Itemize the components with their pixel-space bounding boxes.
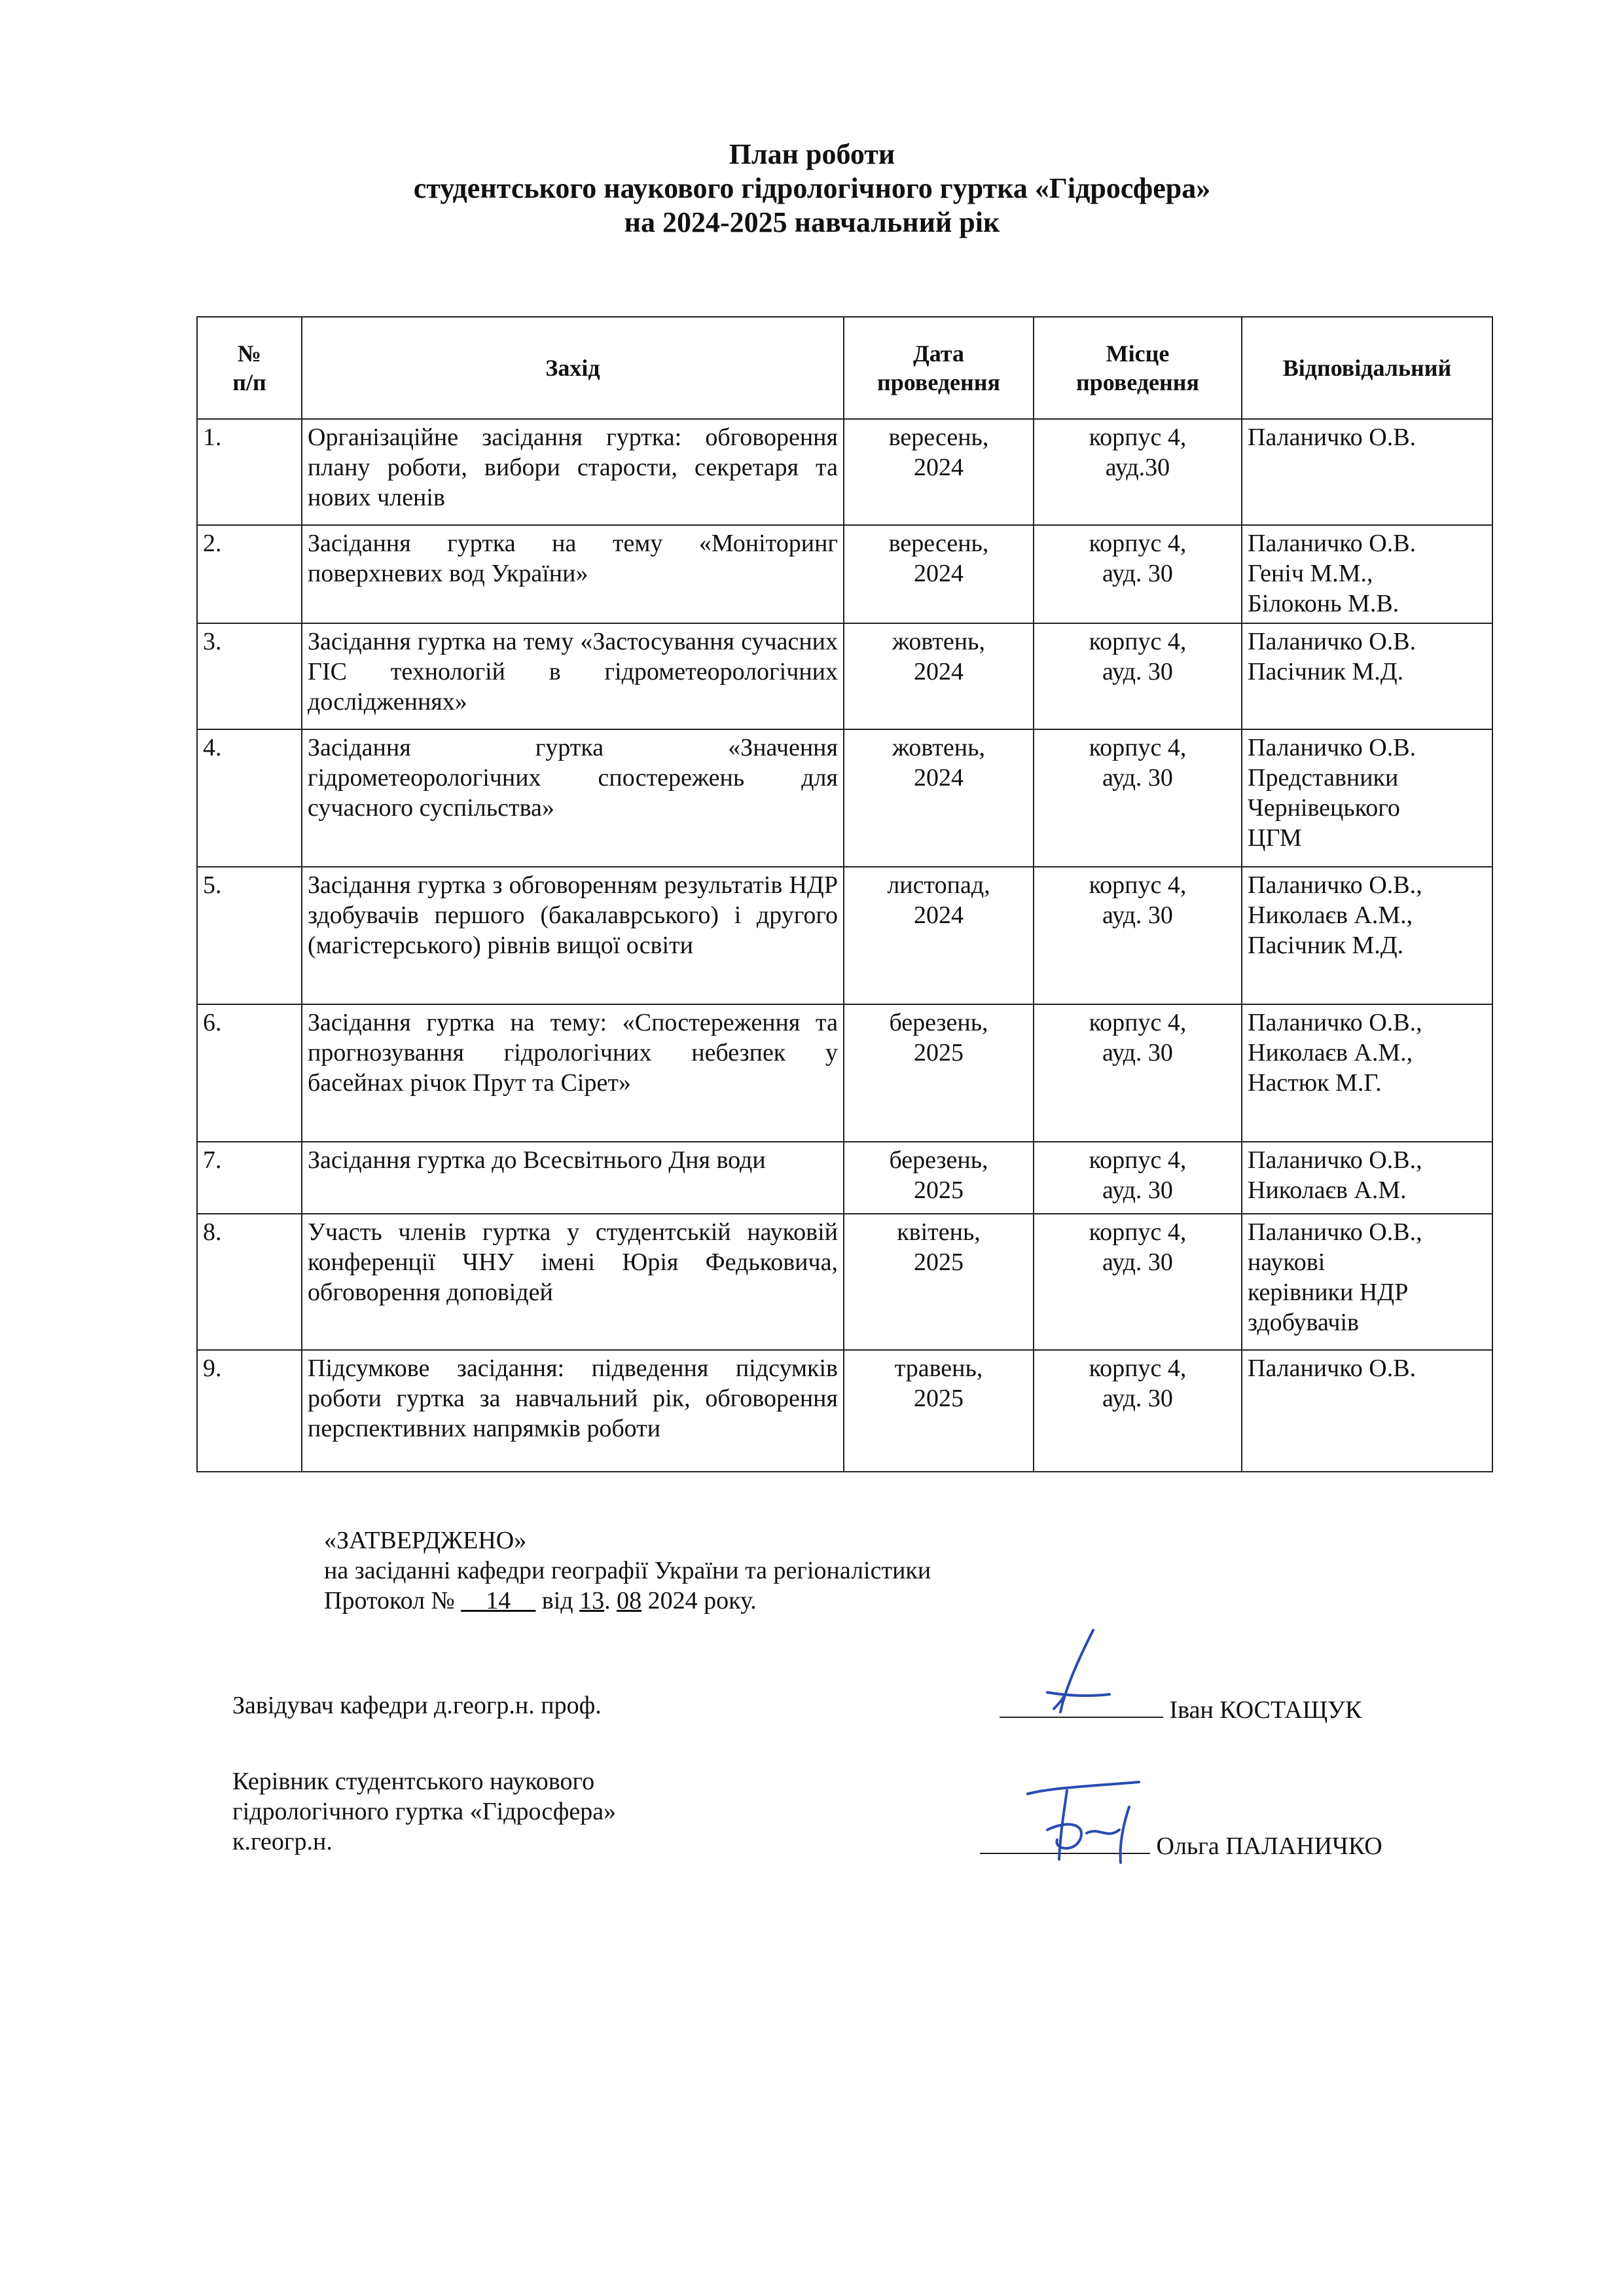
table-row xyxy=(197,419,1492,525)
row-number: 4. xyxy=(197,729,302,867)
row-date: травень, 2025 xyxy=(844,1350,1034,1472)
responsible-person: Паланичко О.В., xyxy=(1248,871,1422,899)
responsible-person: Паланичко О.В. xyxy=(1248,530,1416,557)
approval-body: на засіданні кафедри географії України та регіоналістики xyxy=(324,1557,931,1584)
leader-name: Ольга ПАЛАНИЧКО xyxy=(1156,1832,1382,1860)
row-number: 9. xyxy=(197,1350,302,1472)
responsible-person: Геніч М.М., xyxy=(1248,560,1373,587)
row-date: березень, 2025 xyxy=(844,1142,1034,1214)
row-place: корпус 4, ауд. 30 xyxy=(1034,1142,1242,1214)
responsible-person: Представники xyxy=(1248,764,1399,792)
table-row xyxy=(197,1142,1492,1214)
row-event: Засідання гуртка на тему: «Спостереження та прогнозування гідрологічних небезпек у басейнах річок Прут та Сірет» xyxy=(302,1004,844,1142)
row-number: 6. xyxy=(197,1004,302,1142)
responsible-person: Білоконь М.В. xyxy=(1248,590,1399,617)
responsible-person: Паланичко О.В. xyxy=(1248,628,1416,655)
row-place: корпус 4, ауд. 30 xyxy=(1034,1350,1242,1472)
row-date: листопад, 2024 xyxy=(844,867,1034,1004)
row-responsible xyxy=(1242,1214,1492,1350)
row-number: 1. xyxy=(197,419,302,525)
row-date: березень, 2025 xyxy=(844,1004,1034,1142)
responsible-person: ЦГМ xyxy=(1248,824,1302,852)
table-header-row xyxy=(197,317,1492,419)
row-responsible xyxy=(1242,729,1492,867)
row-place: корпус 4, ауд. 30 xyxy=(1034,1004,1242,1142)
table-row xyxy=(197,729,1492,867)
document-title xyxy=(0,137,1624,240)
approval-block xyxy=(324,1525,931,1616)
row-date: жовтень, 2024 xyxy=(844,729,1034,867)
row-number: 7. xyxy=(197,1142,302,1214)
table-row xyxy=(197,623,1492,729)
approval-protocol: Протокол № __14__ від 13. 08 2024 року. xyxy=(324,1587,757,1614)
row-place: корпус 4, ауд. 30 xyxy=(1034,729,1242,867)
head-name: Іван КОСТАЩУК xyxy=(1169,1696,1362,1724)
row-place: корпус 4, ауд. 30 xyxy=(1034,867,1242,1004)
protocol-day: 13 xyxy=(579,1587,605,1614)
leader-role-line-2: гідрологічного гуртка «Гідросфера» xyxy=(232,1798,617,1825)
row-responsible xyxy=(1242,867,1492,1004)
title-line-3: на 2024-2025 навчальний рік xyxy=(624,206,1000,238)
row-number: 2. xyxy=(197,525,302,623)
plan-table xyxy=(196,316,1493,1472)
responsible-person: Чернівецького xyxy=(1248,794,1400,822)
responsible-person: Настюк М.Г. xyxy=(1248,1069,1382,1097)
row-place: корпус 4, ауд. 30 xyxy=(1034,623,1242,729)
responsible-person: Паланичко О.В. xyxy=(1248,734,1416,761)
row-event: Засідання гуртка на тему «Застосування сучасних ГІС технологій в гідрометеорологічних дослідженнях» xyxy=(302,623,844,729)
responsible-person: Паланичко О.В., xyxy=(1248,1146,1422,1174)
header-place: Місце проведення xyxy=(1034,317,1242,419)
header-responsible: Відповідальний xyxy=(1242,317,1492,419)
row-event: Підсумкове засідання: підведення підсумків роботи гуртка за навчальний рік, обговорення перспективних напрямків роботи xyxy=(302,1350,844,1472)
head-role: Завідувач кафедри д.геогр.н. проф. xyxy=(232,1692,602,1719)
row-responsible xyxy=(1242,1004,1492,1142)
row-responsible xyxy=(1242,1142,1492,1214)
title-line-2: студентського наукового гідрологічного гуртка «Гідросфера» xyxy=(413,172,1211,204)
approval-stamp: «ЗАТВЕРДЖЕНО» xyxy=(324,1527,527,1554)
responsible-person: Паланичко О.В. xyxy=(1248,1355,1416,1382)
responsible-person: Пасічник М.Д. xyxy=(1248,658,1404,685)
row-number: 8. xyxy=(197,1214,302,1350)
header-date: Дата проведення xyxy=(844,317,1034,419)
responsible-person: керівники НДР xyxy=(1248,1279,1409,1306)
responsible-person: Паланичко О.В., xyxy=(1248,1218,1422,1246)
table-row xyxy=(197,525,1492,623)
responsible-person: Николаєв А.М., xyxy=(1248,1039,1413,1066)
responsible-person: Николаєв А.М., xyxy=(1248,902,1413,929)
row-date: квітень, 2025 xyxy=(844,1214,1034,1350)
protocol-month: 08 xyxy=(617,1587,642,1614)
head-handwritten-signature xyxy=(1021,1624,1152,1728)
responsible-person: Паланичко О.В. xyxy=(1248,424,1416,451)
responsible-person: Пасічник М.Д. xyxy=(1248,932,1404,959)
leader-role-line-3: к.геогр.н. xyxy=(232,1828,333,1855)
row-date: жовтень, 2024 xyxy=(844,623,1034,729)
row-date: вересень, 2024 xyxy=(844,419,1034,525)
protocol-number: __14__ xyxy=(461,1587,536,1614)
row-event: Участь членів гуртка у студентській науковій конференції ЧНУ імені Юрія Федьковича, обговорення доповідей xyxy=(302,1214,844,1350)
row-responsible xyxy=(1242,623,1492,729)
responsible-person: здобувачів xyxy=(1248,1309,1359,1336)
table-row xyxy=(197,867,1492,1004)
row-responsible xyxy=(1242,1350,1492,1472)
leader-handwritten-signature xyxy=(1008,1768,1165,1872)
row-place: корпус 4, ауд. 30 xyxy=(1034,1214,1242,1350)
table-row xyxy=(197,1214,1492,1350)
row-date: вересень, 2024 xyxy=(844,525,1034,623)
header-event: Захід xyxy=(302,317,844,419)
row-event: Засідання гуртка на тему «Моніторинг поверхневих вод України» xyxy=(302,525,844,623)
row-number: 5. xyxy=(197,867,302,1004)
leader-role-line-1: Керівник студентського наукового xyxy=(232,1768,595,1795)
row-responsible xyxy=(1242,419,1492,525)
responsible-person: Николаєв А.М. xyxy=(1248,1176,1407,1204)
title-line-1: План роботи xyxy=(729,138,895,170)
responsible-person: наукові xyxy=(1248,1248,1326,1276)
row-place: корпус 4, ауд. 30 xyxy=(1034,525,1242,623)
row-event: Засідання гуртка з обговоренням результатів НДР здобувачів першого (бакалаврського) і другого (магістерського) рівнів вищої освіти xyxy=(302,867,844,1004)
responsible-person: Паланичко О.В., xyxy=(1248,1009,1422,1036)
row-number: 3. xyxy=(197,623,302,729)
row-responsible xyxy=(1242,525,1492,623)
header-number: № п/п xyxy=(197,317,302,419)
table-row xyxy=(197,1350,1492,1472)
row-event: Засідання гуртка «Значення гідрометеорологічних спостережень для сучасного суспільства» xyxy=(302,729,844,867)
table-row xyxy=(197,1004,1492,1142)
row-event: Засідання гуртка до Всесвітнього Дня води xyxy=(302,1142,844,1214)
row-event: Організаційне засідання гуртка: обговорення плану роботи, вибори старости, секретаря та нових членів xyxy=(302,419,844,525)
row-place: корпус 4, ауд.30 xyxy=(1034,419,1242,525)
